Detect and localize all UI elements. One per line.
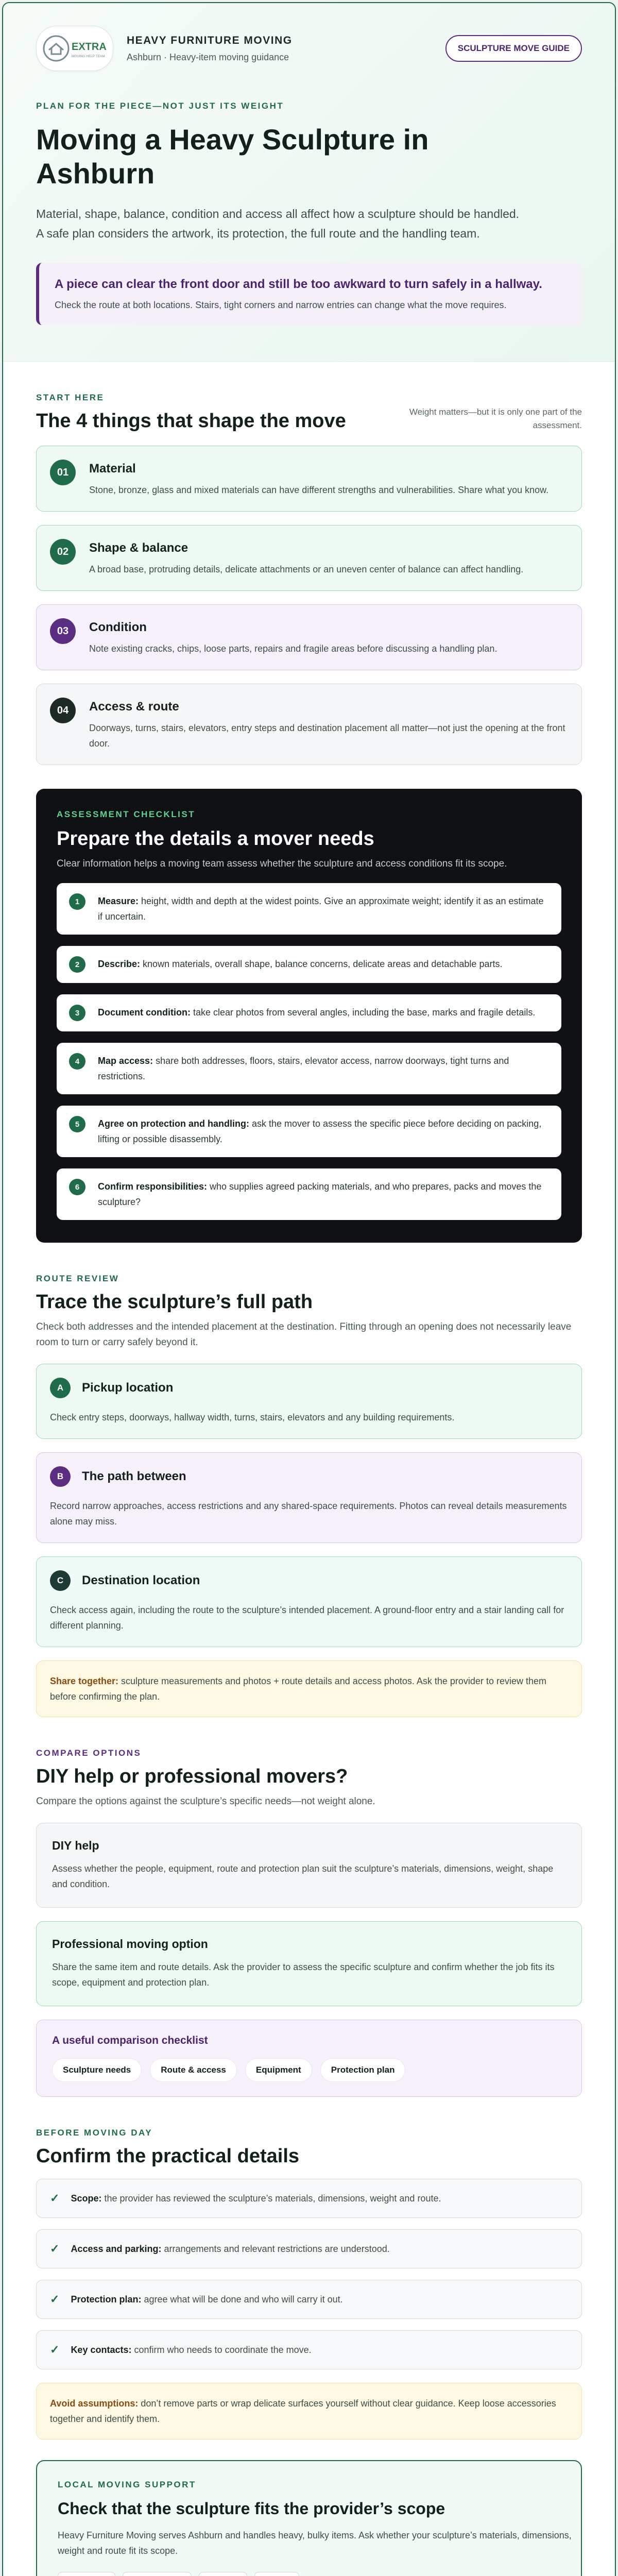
diy-card <box>36 1823 582 1908</box>
comparison-pill: Protection plan <box>320 2058 406 2082</box>
practical-text: confirm who needs to coordinate the move. <box>131 2344 312 2355</box>
factor-text: Stone, bronze, glass and mixed materials can have different strengths and vulnerabilities. Share what you know. <box>89 485 549 495</box>
hero-callout <box>36 263 582 325</box>
avoid-assumptions-note <box>36 2383 582 2439</box>
practical-eyebrow: BEFORE MOVING DAY <box>36 2128 153 2138</box>
comparison-pill: Sculpture needs <box>52 2058 142 2082</box>
sculpture-guide-button[interactable]: SCULPTURE MOVE GUIDE <box>445 35 582 62</box>
practical-item <box>36 2330 582 2369</box>
brand-name: HEAVY FURNITURE MOVING <box>127 34 293 46</box>
checklist-text: height, width and depth at the widest points. Give an approximate weight; identify it as an estimate if uncertain. <box>98 896 544 922</box>
comparison-pills <box>52 2058 566 2082</box>
factor-text: Doorways, turns, stairs, elevators, entry steps and destination placement all matter—not just the opening at the front door. <box>89 723 565 749</box>
brand[interactable] <box>36 26 293 71</box>
practical-section <box>3 2128 615 2439</box>
checklist-number: 5 <box>69 1116 85 1132</box>
checklist-number: 6 <box>69 1179 85 1195</box>
brand-logo <box>36 26 113 71</box>
page-frame <box>2 2 616 2576</box>
support-section <box>3 2460 615 2576</box>
top-bar <box>36 26 582 71</box>
checklist-item <box>57 883 561 935</box>
practical-text: the provider has reviewed the sculpture’s materials, dimensions, weight and route. <box>101 2193 441 2204</box>
professional-text: Share the same item and route details. Ask the provider to assess the specific sculpture and confirm whether the job fits its scope, equipment and protection plan. <box>52 1962 555 1988</box>
checklist-description: Clear information helps a moving team assess whether the sculpture and access conditions fit its scope. <box>57 858 507 869</box>
compare-section <box>3 1748 615 2097</box>
brand-text <box>127 35 293 63</box>
factor-card <box>36 684 582 765</box>
checklist-text: share both addresses, floors, stairs, elevator access, narrow doorways, tight turns and restrictions. <box>98 1056 509 1081</box>
route-badge: B <box>50 1466 71 1487</box>
checklist-item <box>57 994 561 1031</box>
factors-title: The 4 things that shape the move <box>36 410 346 432</box>
svg-text:MOVING HELP TEAM: MOVING HELP TEAM <box>72 55 105 58</box>
route-card-text: Check entry steps, doorways, hallway width, turns, stairs, elevators and any building requirements. <box>50 1412 455 1422</box>
route-eyebrow: ROUTE REVIEW <box>36 1274 119 1283</box>
practical-text: arrangements and relevant restrictions are understood. <box>161 2243 390 2254</box>
factors-section <box>3 393 615 765</box>
checklist-item <box>57 946 561 983</box>
route-badge: A <box>50 1378 71 1398</box>
logo-icon <box>41 30 109 66</box>
factor-title: Access & route <box>89 700 179 714</box>
checklist-text: who supplies agreed packing materials, and who prepares, packs and moves the sculpture? <box>98 1181 542 1207</box>
comparison-pill: Equipment <box>245 2058 312 2082</box>
hero <box>3 3 615 362</box>
route-card-title: Destination location <box>82 1573 200 1587</box>
factor-number: 02 <box>50 539 76 565</box>
route-card-text: Check access again, including the route to the sculpture’s intended placement. A ground-floor entry and a stair landing call for different planning. <box>50 1605 564 1631</box>
route-description: Check both addresses and the intended placement at the destination. Fitting through an opening does not necessarily leave room to turn or carry safely beyond it. <box>36 1321 572 1348</box>
checklist-section <box>3 789 615 1243</box>
factor-title: Material <box>89 462 136 476</box>
checklist-label: Agree on protection and handling: <box>98 1118 249 1129</box>
checklist-number: 4 <box>69 1053 85 1070</box>
checklist-number: 3 <box>69 1005 85 1021</box>
diy-title: DIY help <box>52 1839 99 1852</box>
professional-title: Professional moving option <box>52 1937 208 1951</box>
diy-text: Assess whether the people, equipment, route and protection plan suit the sculpture’s materials, dimensions, weight, shape and condition. <box>52 1863 554 1889</box>
checklist-text: known materials, overall shape, balance concerns, delicate areas and detachable parts. <box>140 959 503 969</box>
route-card-pickup <box>36 1364 582 1439</box>
comparison-checklist-title: A useful comparison checklist <box>52 2035 208 2046</box>
route-card-title: The path between <box>82 1469 186 1483</box>
route-card-path <box>36 1452 582 1543</box>
practical-item <box>36 2280 582 2319</box>
practical-title: Confirm the practical details <box>36 2145 300 2167</box>
checklist-number: 2 <box>69 956 85 973</box>
checklist-label: Document condition: <box>98 1007 191 1018</box>
note-text: don’t remove parts or wrap delicate surfaces yourself without clear guidance. Keep loose accessories together and identify them. <box>50 2398 556 2424</box>
support-chip <box>254 2572 299 2576</box>
practical-item <box>36 2179 582 2218</box>
callout-text: Check the route at both locations. Stairs, tight corners and narrow entries can change what the move requires. <box>55 300 507 310</box>
factors-eyebrow: START HERE <box>36 393 105 402</box>
assessment-checklist <box>36 789 582 1243</box>
page-title: Moving a Heavy Sculpture in Ashburn <box>36 123 429 190</box>
factor-number: 04 <box>50 698 76 723</box>
check-icon: ✓ <box>50 2293 60 2306</box>
check-icon: ✓ <box>50 2242 60 2255</box>
route-title: Trace the sculpture’s full path <box>36 1291 313 1313</box>
compare-title: DIY help or professional movers? <box>36 1766 348 1787</box>
compare-eyebrow: COMPARE OPTIONS <box>36 1748 142 1758</box>
factor-title: Shape & balance <box>89 541 188 555</box>
factor-card <box>36 525 582 591</box>
comparison-checklist <box>36 2020 582 2097</box>
practical-text: agree what will be done and who will carry it out. <box>141 2294 343 2304</box>
checklist-text: take clear photos from several angles, including the base, marks and fragile details. <box>190 1007 536 1018</box>
factor-card <box>36 446 582 512</box>
route-badge: C <box>50 1570 71 1591</box>
checklist-item <box>57 1168 561 1220</box>
practical-label: Scope: <box>71 2193 102 2204</box>
hero-eyebrow: PLAN FOR THE PIECE—NOT JUST ITS WEIGHT <box>36 101 284 111</box>
factor-number: 01 <box>50 460 76 485</box>
checklist-label: Confirm responsibilities: <box>98 1181 208 1192</box>
practical-item <box>36 2229 582 2268</box>
callout-title: A piece can clear the front door and still be too awkward to turn safely in a hallway. <box>55 277 542 291</box>
support-chip <box>123 2572 192 2576</box>
support-text: Heavy Furniture Moving serves Ashburn and handles heavy, bulky items. Ask whether your sculpture’s materials, dimensions, weight and route fit its scope. <box>58 2530 572 2556</box>
checklist-text: ask the mover to assess the specific piece before deciding on packing, lifting or possible disassembly. <box>98 1118 542 1144</box>
checklist-label: Describe: <box>98 959 141 969</box>
professional-card <box>36 1921 582 2006</box>
route-card-title: Pickup location <box>82 1381 174 1395</box>
svg-text:EXTRA: EXTRA <box>72 41 107 53</box>
brand-subtitle: Ashburn · Heavy-item moving guidance <box>127 52 289 62</box>
support-card <box>36 2460 582 2576</box>
note-text: sculpture measurements and photos + route details and access photos. Ask the provider to review them before confirming the plan. <box>50 1676 546 1702</box>
checklist-item <box>57 1043 561 1094</box>
support-chip <box>199 2572 247 2576</box>
support-chip <box>58 2572 115 2576</box>
checklist-eyebrow: ASSESSMENT CHECKLIST <box>57 809 196 819</box>
route-card-text: Record narrow approaches, access restrictions and any shared-space requirements. Photos can reveal details measurements alone may miss. <box>50 1501 567 1527</box>
hero-lead: Material, shape, balance, condition and access all affect how a sculpture should be handled. A safe plan considers the artwork, its protection, the full route and the handling team. <box>36 207 520 240</box>
note-label: Share together: <box>50 1676 119 1686</box>
practical-label: Protection plan: <box>71 2294 142 2304</box>
support-title: Check that the sculpture fits the provider’s scope <box>58 2499 445 2518</box>
checklist-item <box>57 1106 561 1157</box>
route-card-destination <box>36 1556 582 1647</box>
support-eyebrow: LOCAL MOVING SUPPORT <box>58 2480 196 2489</box>
factor-text: Note existing cracks, chips, loose parts, repairs and fragile areas before discussing a handling plan. <box>89 643 497 654</box>
checklist-title: Prepare the details a mover needs <box>57 828 374 850</box>
support-chips <box>58 2572 560 2576</box>
factor-card <box>36 604 582 670</box>
factor-number: 03 <box>50 618 76 644</box>
route-section <box>3 1274 615 1717</box>
factors-note: Weight matters—but it is only one part of the assessment. <box>409 407 582 430</box>
check-icon: ✓ <box>50 2192 60 2205</box>
checklist-label: Map access: <box>98 1056 153 1066</box>
factor-text: A broad base, protruding details, delicate attachments or an uneven center of balance can affect handling. <box>89 564 524 574</box>
share-together-note <box>36 1660 582 1717</box>
practical-label: Key contacts: <box>71 2344 132 2355</box>
checklist-number: 1 <box>69 893 85 910</box>
compare-description: Compare the options against the sculpture’s specific needs—not weight alone. <box>36 1796 375 1807</box>
comparison-pill: Route & access <box>150 2058 237 2082</box>
checklist-label: Measure: <box>98 896 139 906</box>
practical-label: Access and parking: <box>71 2243 162 2254</box>
note-label: Avoid assumptions: <box>50 2398 139 2409</box>
check-icon: ✓ <box>50 2343 60 2356</box>
factors-header <box>36 393 582 432</box>
factor-title: Condition <box>89 620 147 634</box>
